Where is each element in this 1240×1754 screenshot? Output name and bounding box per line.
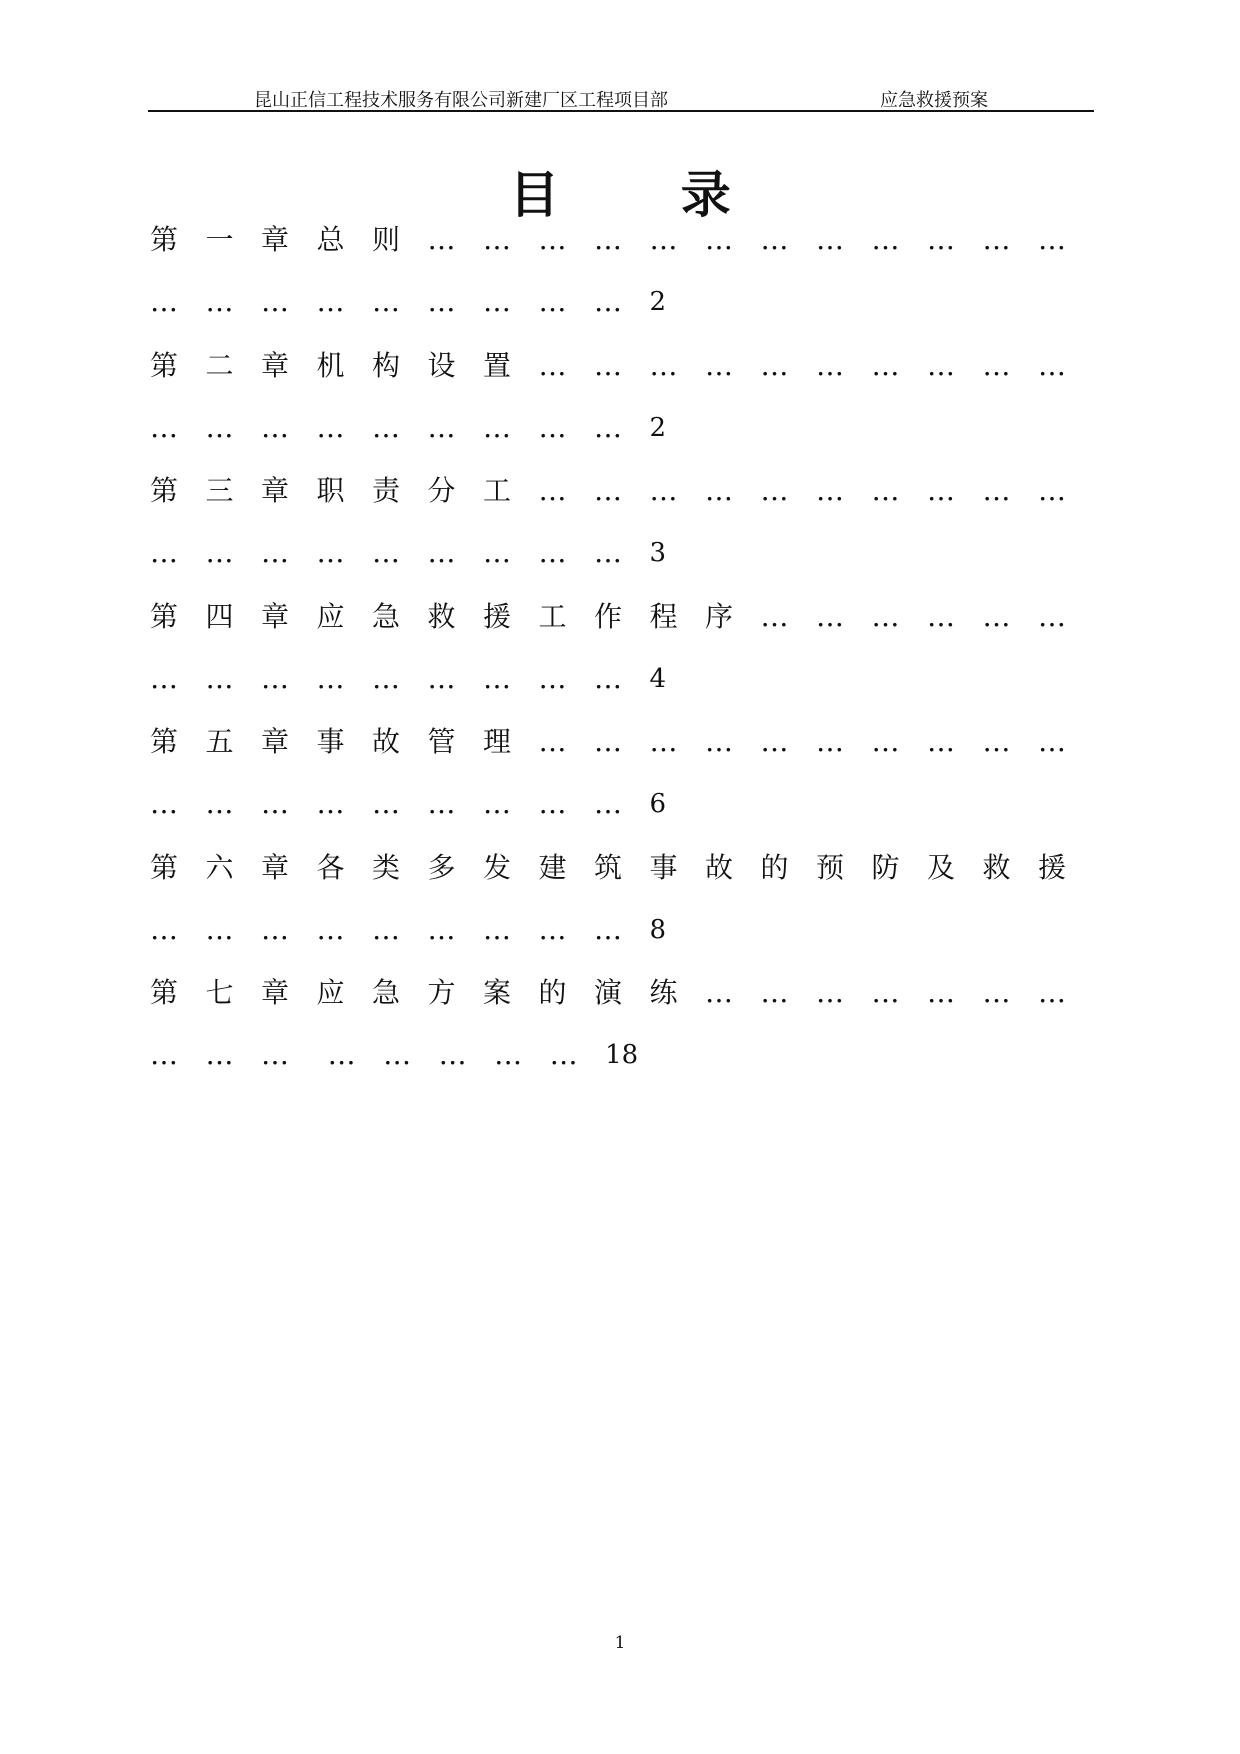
toc-leader-dots: … — [760, 599, 788, 633]
toc-leader-dots: … — [927, 976, 954, 1009]
toc-leader-dots: … — [594, 410, 621, 444]
toc-leader-dots: … — [705, 223, 732, 256]
toc-leader-dots: … — [150, 1038, 177, 1071]
toc-leader-dots: … — [927, 599, 954, 633]
toc-leader-dots: … — [1038, 599, 1065, 633]
toc-leader-dots: … — [594, 725, 621, 758]
toc-leader-dots: … — [427, 410, 455, 444]
toc-leader-dots: … — [927, 474, 954, 507]
toc-entry-page-number: 18 — [605, 1040, 639, 1070]
toc-leader-dots: … — [705, 725, 732, 758]
toc-entry-page-number: 3 — [649, 538, 667, 568]
toc-leader-dots: … — [982, 725, 1010, 758]
toc-entry-title: 第六章各类多发建筑事故的预防及救援 — [150, 850, 1094, 884]
toc-leader-dots: … — [594, 912, 621, 946]
toc-leader-dots: … — [483, 536, 510, 569]
page-number: 1 — [614, 1633, 626, 1653]
toc-leader-dots: … — [205, 285, 233, 318]
toc-leader-dots: … — [205, 536, 233, 569]
toc-leader-dots: … — [205, 410, 233, 444]
toc-entry-page-number: 4 — [649, 663, 667, 694]
toc-leader-dots: … — [816, 474, 843, 507]
toc-leader-dots: … — [316, 787, 344, 820]
toc-entry-title: 第一章总则 — [150, 223, 428, 256]
toc-leader-dots: … — [483, 787, 510, 820]
toc-leader-dots: … — [816, 348, 843, 382]
toc-leader-dots: … — [483, 223, 510, 256]
toc-leader-dots: … — [327, 1038, 355, 1071]
toc-entry-title: 第五章事故管理 — [150, 725, 539, 758]
toc-leader-dots: … — [816, 725, 843, 758]
toc-leader-dots: … — [150, 661, 177, 695]
toc-leader-dots: … — [538, 787, 566, 820]
toc-leader-dots: … — [816, 599, 843, 633]
toc-leader-dots: … — [549, 1038, 577, 1071]
toc-leader-dots: … — [760, 725, 788, 758]
toc-leader-dots: … — [927, 725, 954, 758]
toc-leader-dots: … — [816, 976, 843, 1009]
toc-entry-page-number: 2 — [649, 287, 667, 317]
toc-leader-dots: … — [316, 661, 344, 695]
toc-leader-dots: … — [372, 410, 399, 444]
toc-leader-dots: … — [538, 912, 566, 946]
toc-leader-dots: … — [427, 223, 455, 256]
toc-leader-dots: … — [871, 976, 899, 1009]
toc-leader-dots: … — [494, 1038, 522, 1071]
toc-leader-dots: … — [760, 348, 788, 382]
toc-leader-dots: … — [760, 474, 788, 507]
toc-leader-dots: … — [538, 536, 566, 569]
toc-leader-dots: … — [150, 912, 177, 946]
toc-leader-dots: … — [871, 474, 899, 507]
toc-leader-dots: … — [871, 599, 899, 633]
toc-leader-dots: … — [372, 536, 399, 569]
toc-leader-dots: … — [316, 285, 344, 318]
toc-leader-dots: … — [1038, 474, 1065, 507]
toc-leader-dots: … — [538, 285, 566, 318]
toc-leader-dots: … — [538, 348, 566, 382]
toc-leader-dots: … — [649, 725, 677, 758]
toc-leader-dots: … — [205, 912, 233, 946]
toc-leader-dots: … — [205, 787, 233, 820]
toc-leader-dots: … — [205, 1038, 233, 1071]
toc-leader-dots: … — [871, 223, 899, 256]
toc-leader-dots: … — [538, 725, 566, 758]
toc-leader-dots: … — [594, 661, 621, 695]
toc-leader-dots: … — [427, 285, 455, 318]
toc-leader-dots: … — [760, 976, 788, 1009]
toc-leader-dots: … — [261, 787, 288, 820]
toc-leader-dots: … — [594, 536, 621, 569]
toc-leader-dots: … — [372, 787, 399, 820]
toc-entry-title: 第四章应急救援工作程序 — [150, 599, 761, 633]
toc-leader-dots: … — [982, 599, 1010, 633]
header-document-name: 应急救援预案 — [880, 90, 988, 111]
toc-leader-dots: … — [316, 410, 344, 444]
toc-leader-dots: … — [483, 661, 510, 695]
toc-leader-dots: … — [372, 285, 399, 318]
toc-leader-dots: … — [1038, 348, 1065, 382]
toc-leader-dots: … — [705, 474, 732, 507]
toc-leader-dots: … — [427, 536, 455, 569]
toc-leader-dots: … — [150, 787, 177, 820]
toc-leader-dots: … — [372, 912, 399, 946]
toc-leader-dots: … — [483, 410, 510, 444]
toc-leader-dots: … — [538, 661, 566, 695]
toc-leader-dots: … — [538, 223, 566, 256]
toc-leader-dots: … — [705, 976, 732, 1009]
toc-leader-dots: … — [871, 725, 899, 758]
toc-leader-dots: … — [649, 474, 677, 507]
toc-leader-dots: … — [1038, 223, 1065, 256]
toc-leader-dots: … — [982, 223, 1010, 256]
toc-leader-dots: … — [927, 223, 954, 256]
toc-leader-dots: … — [261, 1038, 288, 1071]
toc-leader-dots: … — [438, 1038, 466, 1071]
toc-leader-dots: … — [483, 285, 510, 318]
toc-leader-dots: … — [594, 348, 621, 382]
toc-leader-dots: … — [816, 223, 843, 256]
toc-leader-dots: … — [982, 976, 1010, 1009]
toc-leader-dots: … — [538, 410, 566, 444]
toc-leader-dots: … — [982, 474, 1010, 507]
toc-entry-title: 第三章职责分工 — [150, 474, 539, 507]
toc-leader-dots: … — [150, 536, 177, 569]
toc-entry-page-number: 6 — [649, 789, 667, 819]
toc-leader-dots: … — [705, 348, 732, 382]
toc-leader-dots: … — [594, 474, 621, 507]
header-project-name: 昆山正信工程技术服务有限公司新建厂区工程项目部 — [254, 90, 668, 111]
toc-leader-dots: … — [538, 474, 566, 507]
toc-leader-dots: … — [649, 223, 677, 256]
page-title: 目 录 — [509, 165, 783, 224]
toc-entry-page-number: 2 — [649, 412, 667, 443]
toc-leader-dots: … — [649, 348, 677, 382]
toc-leader-dots: … — [316, 536, 344, 569]
toc-leader-dots: … — [483, 912, 510, 946]
toc-leader-dots: … — [205, 661, 233, 695]
toc-leader-dots: … — [261, 536, 288, 569]
toc-leader-dots: … — [372, 661, 399, 695]
toc-entry-page-number: 8 — [649, 914, 667, 945]
toc-leader-dots: … — [594, 285, 621, 318]
running-header — [148, 82, 1094, 112]
toc-leader-dots: … — [150, 410, 177, 444]
toc-leader-dots: … — [982, 348, 1010, 382]
toc-leader-dots: … — [261, 285, 288, 318]
toc-leader-dots: … — [927, 348, 954, 382]
toc-leader-dots: … — [261, 912, 288, 946]
toc-leader-dots: … — [760, 223, 788, 256]
toc-leader-dots: … — [261, 410, 288, 444]
toc-leader-dots: … — [594, 223, 621, 256]
toc-leader-dots: … — [150, 285, 177, 318]
toc-leader-dots: … — [1038, 725, 1065, 758]
toc-leader-dots: … — [427, 661, 455, 695]
toc-leader-dots: … — [316, 912, 344, 946]
toc-leader-dots: … — [594, 787, 621, 820]
toc-entry-title: 第七章应急方案的演练 — [150, 976, 706, 1009]
toc-leader-dots: … — [427, 787, 455, 820]
toc-leader-dots: … — [871, 348, 899, 382]
toc-entry-title: 第二章机构设置 — [150, 348, 539, 382]
toc-leader-dots: … — [261, 661, 288, 695]
toc-leader-dots: … — [1038, 976, 1065, 1009]
toc-leader-dots: … — [383, 1038, 411, 1071]
toc-leader-dots: … — [427, 912, 455, 946]
